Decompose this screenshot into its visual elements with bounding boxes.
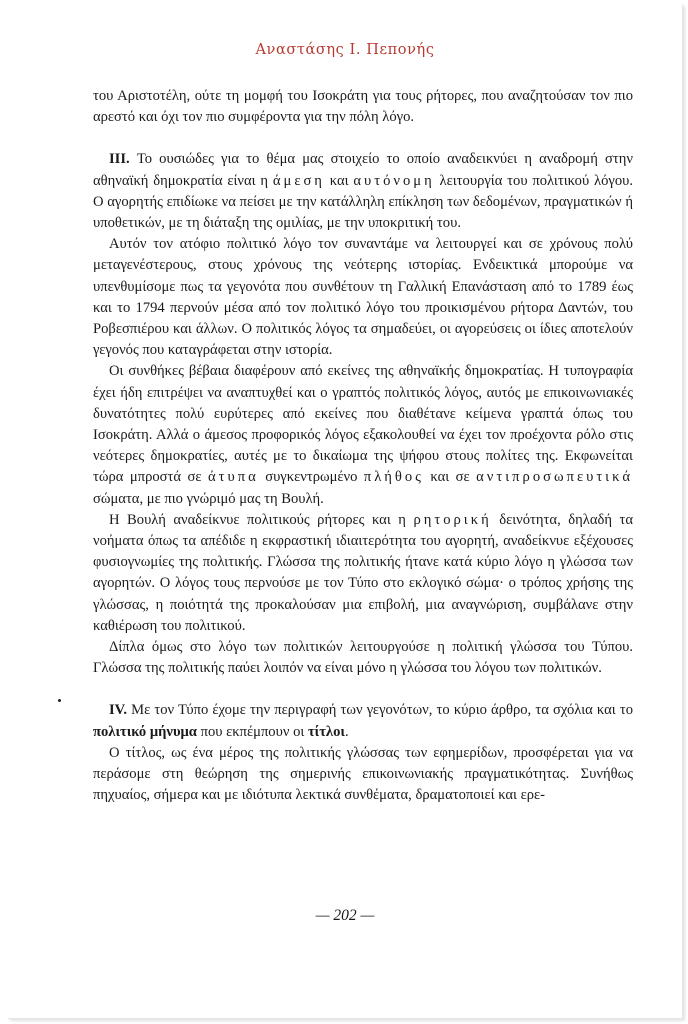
spaced-word: ρητορική — [413, 511, 492, 528]
scan-speck — [58, 699, 61, 702]
paragraph: Δίπλα όμως στο λόγο των πολιτικών λειτουργούσε η πολιτική γλώσσα του Τύπου. Γλώσσα της πολιτικής παύει λοιπόν να είναι μόνο η γλώσσα του λόγου των πολιτικών. — [93, 639, 633, 677]
document-page — [8, 4, 683, 1019]
paragraph-continuation: του Αριστοτέλη, ούτε τη μομφή του Ισοκράτη για τους ρήτορες, που αναζητούσαν τον πιο αρεστό και όχι τον πιο συμφέροντα για την πόλη λόγο. — [93, 88, 633, 126]
spaced-word: άμεση — [272, 172, 325, 189]
paragraph-section-iii: III. Το ουσιώδες για το θέμα μας στοιχείο το οποίο αναδεικνύει η αναδρομή στην αθηναϊκή δημοκρατία είναι η άμεση και αυτόνομη λειτουργία του πολιτικού λόγου. Ο αγορητής επιδίωκε να πείσει με την κατάλληλη επίκληση των δεδομένων, πραγματικών ή υποθετικών, με τη διάταξη της ομιλίας, με την υποκριτική του. — [93, 151, 633, 232]
section-number-iv: IV. — [109, 702, 127, 719]
paragraph-section-iv: IV. Με τον Τύπο έχομε την περιγραφή των γεγονότων, το κύριο άρθρο, τα σχόλια και το πολιτικό μήνυμα που εκπέμπουν οι τίτλοι. — [93, 702, 633, 740]
spaced-word: άτυπα — [207, 469, 259, 486]
paragraph: Η Βουλή αναδείκνυε πολιτικούς ρήτορες και η ρητορική δεινότητα, δηλαδή τα νοήματα όπως τα απέδιδε η εκφραστική ιδιαιτερότητα του αγορητή, αναδείκνυε εξέχουσες φυσιογνωμίες της πολιτικής. Γλώσσα της πολιτικής ήτανε κατά κύριο λόγο η γλώσσα των αγορητών. Ο λόγος τους περνούσε με τον Τύπο στο εκλογικό σώμα· ο τρόπος χρήσης της γλώσσας, η ποιότητά της προκαλούσαν μια επιβολή, μια αναγνώριση, συμβάλανε στην καθιέρωση του πολιτικού. — [93, 511, 633, 634]
bold-phrase: τίτλοι — [307, 723, 345, 740]
running-header: Αναστάσης Ι. Πεπονής — [255, 42, 435, 58]
paragraph: Ο τίτλος, ως ένα μέρος της πολιτικής γλώσσας των εφημερίδων, προσφέρεται για να περάσομε στη θεώρηση της σημερινής επικοινωνιακής πραγματικότητας. Συνήθως πηχυαίος, σήμερα και με ιδιότυπα λεκτικά συνθέματα, δραματοποιεί και ερε- — [93, 744, 633, 804]
body-text — [93, 86, 633, 807]
bold-phrase: πολιτικό μήνυμα — [93, 723, 197, 740]
paragraph: Οι συνθήκες βέβαια διαφέρουν από εκείνες της αθηναϊκής δημοκρατίας. Η τυπογραφία έχει ήδη επιτρέψει να αναπτυχθεί και ο γραπτός πολιτικός λόγος, αυτός με επικοινωνιακές δυνατότητες πολύ ευρύτερες από εκείνες που διαθέτανε κείμενα γραπτά όπως του Ισοκράτη. Αλλά ο άμεσος προφορικός λόγος εξακολουθεί να έχει τον προέχοντα ρόλο στις νεότερες δημοκρατίες, αυτές με το δικαίωμα της ψήφου στους πολίτες της. Εκφωνείται τώρα μπροστά σε άτυπα συγκεντρωμένο πλήθος και σε αντιπροσωπευτικά σώματα, με πιο γνώριμό μας τη Βουλή. — [93, 363, 633, 507]
spaced-word: αυτόνομη — [353, 172, 435, 189]
page-number: — 202 — — [315, 907, 375, 924]
paragraph: Αυτόν τον ατόφιο πολιτικό λόγο τον συναντάμε να λειτουργεί και σε χρόνους πολύ μεταγενέστερους, στους χρόνους της νεότερης ιστορίας. Ενδεικτικά μπορούμε να υπενθυμίσομε πως τα γεγονότα που συνθέτουν τη Γαλλική Επανάσταση από το 1789 έως και το 1794 περνούν μέσα από τον πολιτικό λόγο του προικισμένου ρήτορα Δαντών, του Ροβεσπιέρου και άλλων. Ο πολιτικός λόγος τα σημαδεύει, οι αγορεύσεις οι ίδιες αποτελούν γεγονός που καταγράφεται στην ιστορία. — [93, 236, 633, 359]
section-number-iii: III. — [109, 151, 130, 168]
spaced-word: πλήθος — [363, 469, 424, 486]
spaced-word: αντιπροσωπευτικά — [476, 469, 633, 486]
